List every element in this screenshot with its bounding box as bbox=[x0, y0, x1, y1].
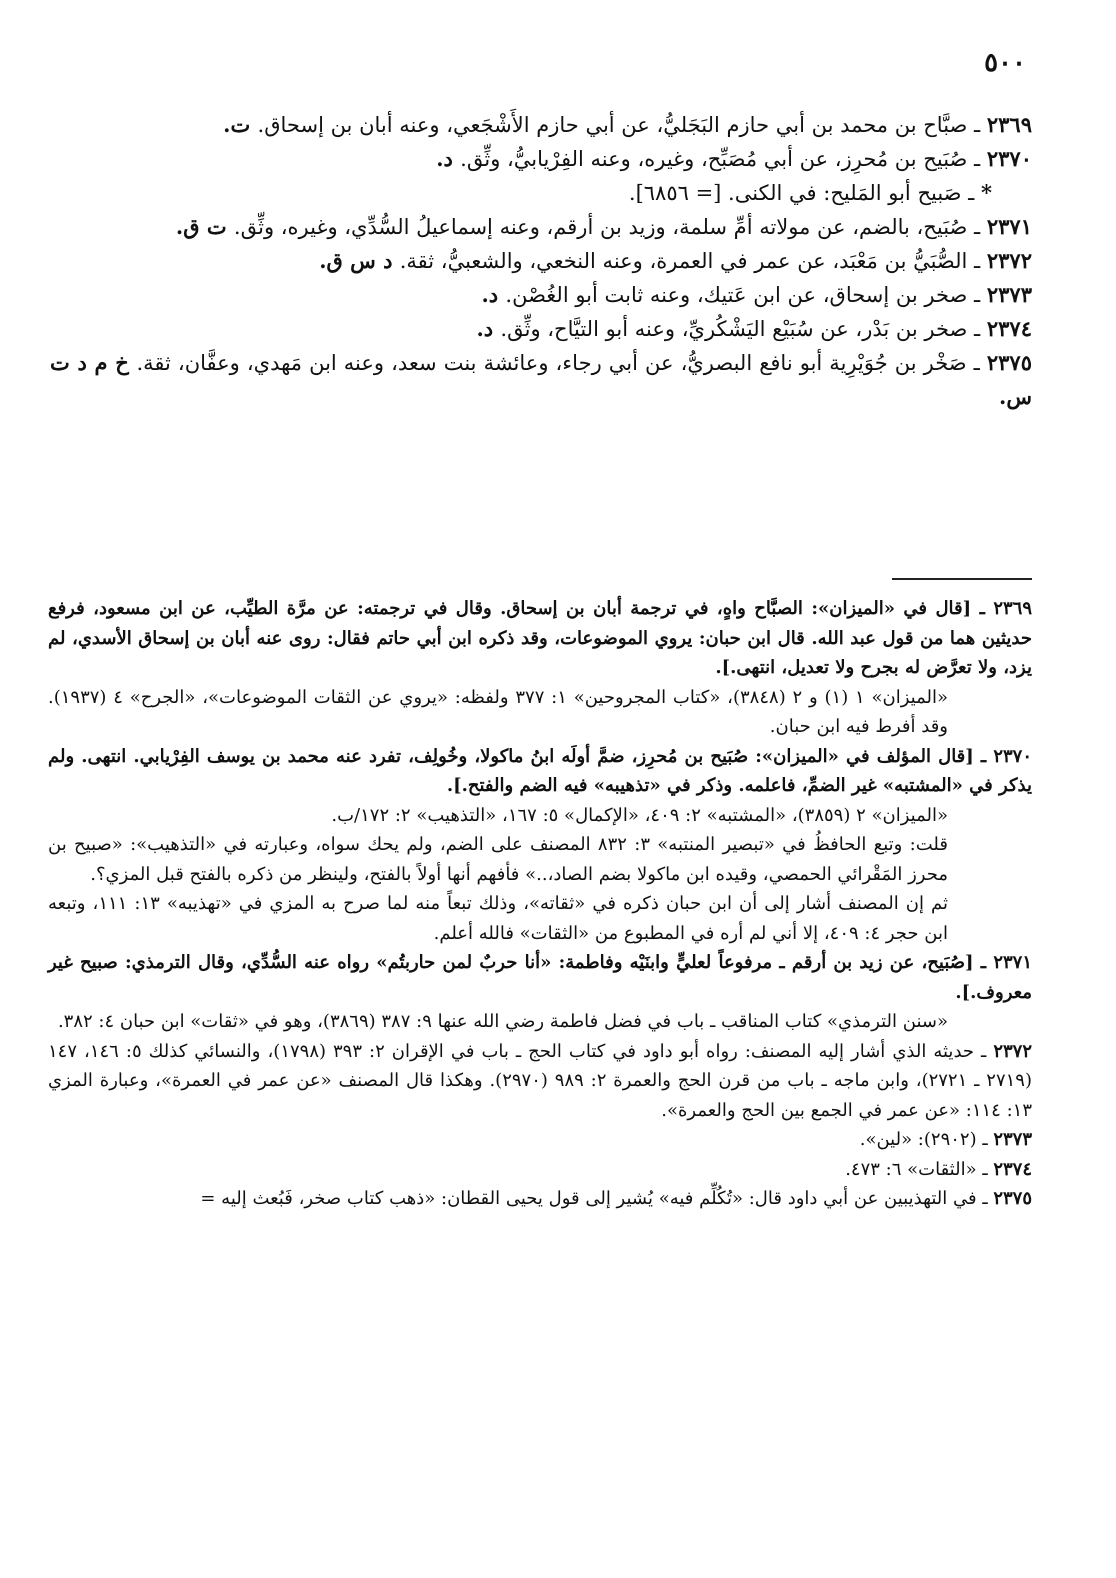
entry bbox=[50, 244, 1032, 278]
footnote-text: ـ في التهذيبين عن أبي داود قال: «تُكُلِّم فيه» يُشير إلى قول يحيى القطان: «ذهب كتاب صخر، فَبُعث إليه = bbox=[200, 1188, 994, 1209]
entry-number: ٢٣٦٩ bbox=[986, 112, 1032, 137]
footnote-paragraph: قلت: وتبع الحافظُ في «تبصير المنتبه» ٣: ٨٣٢ المصنف على الضم، ولم يحك سواه، وعبارته في «التذهيب»: «صبيح بن محرز المَقْرائي الحمصي، وقيده ابن ماكولا بضم الصاد،..» فأفهم أنها أولاً بالفتح، ولينظر من ذكره بالفتح قبل المزي؟. bbox=[48, 834, 948, 885]
footnote-text: ـ حديثه الذي أشار إليه المصنف: رواه أبو داود في كتاب الحج ـ باب في الإقران ٢: ٣٩٣ (١٧٩٨)، والنسائي كذلك ٥: ١٤٦، ١٤٧ (٢٧١٩ ـ ٢٧٢١)، وابن ماجه ـ باب من قرن الحج والعمرة ٢: ٩٨٩ (٢٩٧٠). وهكذا قال المصنف «عن عمر في العمرة»، وعبارة المزي ١٣: ١١٤: «عن عمر في الجمع بين الحج والعمرة». bbox=[48, 1040, 1032, 1121]
entry-text: ـ صَبيح أبو المَليح: في الكنى. [= ٦٨٥٦]. bbox=[628, 181, 982, 205]
entry-number: * bbox=[981, 180, 992, 205]
entry bbox=[50, 142, 1032, 176]
entry-number: ٢٣٧٥ bbox=[986, 350, 1032, 375]
entry-number: ٢٣٧٤ bbox=[986, 316, 1032, 341]
entry bbox=[50, 312, 1032, 346]
footnotes bbox=[48, 594, 1032, 1214]
footnote-bold-text: ـ [قال في «الميزان»: الصبَّاح واهٍ، في ترجمة أبان بن إسحاق. وقال في ترجمته: عن مرَّة الطيِّب، عن ابن مسعود، فرفع حديثين هما من قول عبد الله. قال ابن حبان: يروي الموضوعات، وقد ذكره ابن أبي حاتم فقال: روى عنه أبان بن إسحاق الأسدي، لم يزد، ولا تعرَّض له بجرح ولا تعديل، انتهى.]. bbox=[48, 598, 1033, 678]
footnote-number: ٢٣٧٠ bbox=[993, 745, 1032, 767]
entry-code: ت. bbox=[223, 112, 258, 137]
entry-code: د. bbox=[476, 316, 501, 341]
footnote-number: ٢٣٦٩ bbox=[993, 598, 1032, 619]
footnote-paragraph: «الميزان» ١ (١) و ٢ (٣٨٤٨)، «كتاب المجروحين» ١: ٣٧٧ ولفظه: «يروي عن الثقات الموضوعات»، «الجرح» ٤ (١٩٣٧). وقد أفرط فيه ابن حبان. bbox=[48, 686, 948, 737]
footnote bbox=[48, 1184, 1032, 1214]
entry-text: ـ صَخْر بن جُوَيْرِية أبو نافع البصريُّ، عن أبي رجاء، وعائشة بنت سعد، وعنه ابن مَهدي، وعفَّان، ثقة. bbox=[136, 351, 987, 375]
entry-text: ـ الصُّبَيُّ بن مَعْبَد، عن عمر في العمرة، وعنه النخعي، والشعبيُّ، ثقة. bbox=[399, 249, 987, 273]
footnote-number: ٢٣٧٥ bbox=[993, 1188, 1032, 1209]
entry-text: ـ صخر بن إسحاق، عن ابن عَتيك، وعنه ثابت أبو الغُصْن. bbox=[505, 283, 987, 307]
footnote-bold-text: ـ [صُبَيح، عن زيد بن أرقم ـ مرفوعاً لعليٍّ وابنَيْه وفاطمة: «أنا حربٌ لمن حاربتُم» رواه عنه السُّدِّي، وقال الترمذي: صبيح غير معروف.]. bbox=[48, 952, 1032, 1003]
footnote-number: ٢٣٧٢ bbox=[993, 1040, 1032, 1062]
footnote-bold-text: ـ [قال المؤلف في «الميزان»: صُبَيح بن مُحرِز، ضمَّ أولَه ابنُ ماكولا، وخُولِف، تفرد عنه محمد بن يوسف الفِرْيابي. انتهى. ولم يذكر في «المشتبه» غير الضمِّ، فاعلمه. وذكر في «تذهيبه» فيه الضم والفتح.]. bbox=[48, 745, 1032, 796]
entry-cross-reference bbox=[50, 176, 1032, 210]
footnote-text: ـ «الثقات» ٦: ٤٧٣. bbox=[845, 1158, 994, 1180]
entry-code: ت ق. bbox=[175, 214, 234, 239]
entry bbox=[50, 210, 1032, 244]
page-number: ٥٠٠ bbox=[984, 48, 1026, 78]
footnote-number: ٢٣٧١ bbox=[993, 952, 1032, 973]
entry-text: ـ صُبَيح، بالضم، عن مولاته أمِّ سلمة، وزيد بن أرقم، وعنه إسماعيلُ السُّدِّي، وغيره، وثِّق. bbox=[233, 215, 987, 239]
footnote-paragraph: ثم إن المصنف أشار إلى أن ابن حبان ذكره في «ثقاته»، وذلك تبعاً منه لما صرح به المزي في «تهذيبه» ١٣: ١١١، وتبعه ابن حجر ٤: ٤٠٩، إلا أني لم أره في المطبوع من «الثقات» فالله أعلم. bbox=[48, 893, 948, 944]
entry-code: د س ق. bbox=[319, 248, 400, 273]
footnote bbox=[48, 1037, 1032, 1126]
entry bbox=[50, 108, 1032, 142]
entry-code: د. bbox=[436, 146, 461, 171]
entry-code: د. bbox=[481, 282, 506, 307]
footnote-text: ـ (٢٩٠٢): «لين». bbox=[859, 1129, 994, 1150]
entry-text: ـ صخر بن بَدْر، عن سُبَيْع اليَشْكُريِّ، وعنه أبو التيَّاح، وثِّق. bbox=[500, 317, 987, 341]
footnote-paragraph: «الميزان» ٢ (٣٨٥٩)، «المشتبه» ٢: ٤٠٩، «الإكمال» ٥: ١٦٧، «التذهيب» ٢: ١٧٢/ب. bbox=[331, 804, 948, 826]
entry-number: ٢٣٧٠ bbox=[986, 146, 1032, 171]
footnote-paragraph: «سنن الترمذي» كتاب المناقب ـ باب في فضل فاطمة رضي الله عنها ٩: ٣٨٧ (٣٨٦٩)، وهو في «ثقات» ابن حبان ٤: ٣٨٢. bbox=[57, 1011, 948, 1032]
main-entries bbox=[50, 108, 1032, 414]
entry-number: ٢٣٧٣ bbox=[986, 282, 1032, 307]
footnote-divider bbox=[892, 578, 1032, 580]
footnote bbox=[48, 742, 1032, 949]
entry bbox=[50, 278, 1032, 312]
footnote-number: ٢٣٧٣ bbox=[993, 1129, 1032, 1150]
footnote-number: ٢٣٧٤ bbox=[993, 1158, 1032, 1180]
entry-number: ٢٣٧١ bbox=[986, 214, 1032, 239]
entry-text: ـ صبَّاح بن محمد بن أبي حازم البَجَليُّ، عن أبي حازم الأَشْجَعي، وعنه أبان بن إسحاق. bbox=[257, 113, 987, 137]
entry bbox=[50, 346, 1032, 414]
footnote bbox=[48, 594, 1032, 742]
entry-code: خ م د ت س. bbox=[50, 350, 1032, 409]
footnote bbox=[48, 948, 1032, 1037]
entry-text: ـ صُبَيح بن مُحرِز، عن أبي مُصَبِّح، وغيره، وعنه الفِرْيابيُّ، وثِّق. bbox=[460, 147, 987, 171]
footnote bbox=[48, 1125, 1032, 1155]
footnote bbox=[48, 1155, 1032, 1185]
entry-number: ٢٣٧٢ bbox=[986, 248, 1032, 273]
